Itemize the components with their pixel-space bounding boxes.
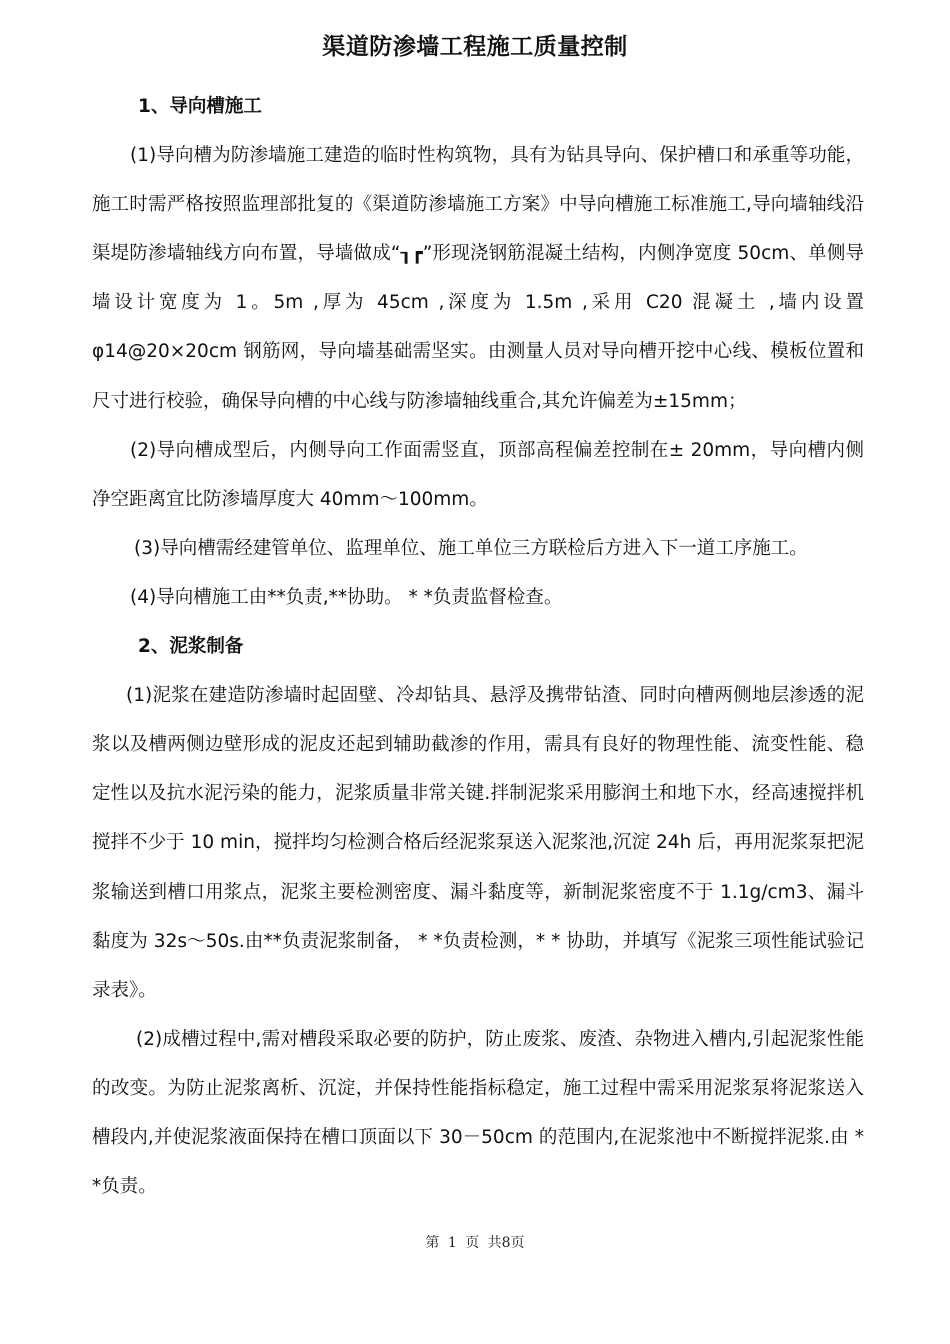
section-heading-guide-trench: 1、导向槽施工	[138, 96, 262, 117]
paragraph-slurry-2: (2)成槽过程中,需对槽段采取必要的防护，防止废浆、废渣、杂物进入槽内,引起泥浆性能的改变。为防止泥浆离析、沉淀，并保持性能指标稳定，施工过程中需采用泥浆泵将泥浆送入槽段内,并使泥浆液面保持在槽口顶面以下 30－50cm 的范围内,在泥浆池中不断搅拌泥浆.由 * *负责。	[92, 1028, 864, 1198]
paragraph-slurry-1: (1)泥浆在建造防渗墙时起固壁、冷却钻具、悬浮及携带钻渣、同时向槽两侧地层渗透的泥浆以及槽两侧边壁形成的泥皮还起到辅助截渗的作用，需具有良好的物理性能、流变性能、稳定性以及抗水泥污染的能力，泥浆质量非常关键.拌制泥浆采用膨润土和地下水，经高速搅拌机搅拌不少于 10 min，搅拌均匀检测合格后经泥浆泵送入泥浆池,沉淀 24h 后，再用泥浆泵把泥浆输送到槽口用浆点，泥浆主要检测密度、漏斗黏度等，新制泥浆密度不于 1.1g/cm3、漏斗黏度为 32s～50s.由**负责泥浆制备， * *负责检测，* * 协助，并填写《泥浆三项性能试验记录表》。	[92, 685, 864, 1001]
document-title: 渠道防渗墙工程施工质量控制	[322, 34, 628, 60]
paragraph-guide-trench-1: (1)导向槽为防渗墙施工建造的临时性构筑物，具有为钻具导向、保护槽口和承重等功能，施工时需严格按照监理部批复的《渠道防渗墙施工方案》中导向槽施工标准施工,导向墙轴线沿渠堤防渗墙轴线方向布置，导墙做成“┒┏”形现浇钢筋混凝土结构，内侧净宽度 50cm、单侧导墙设计宽度为 1。5m ,厚为 45cm ,深度为 1.5m ,采用 C20 混凝土 ,墙内设置φ14@20×20cm 钢筋网，导向墙基础需坚实。由测量人员对导向槽开挖中心线、模板位置和尺寸进行校验，确保导向槽的中心线与防渗墙轴线重合,其允许偏差为±15mm；	[92, 145, 864, 412]
paragraph-guide-trench-4: (4)导向槽施工由**负责,**协助。 * *负责监督检查。	[130, 586, 563, 608]
page-footer: 第 1 页 共8页	[425, 1235, 525, 1251]
section-heading-slurry-preparation: 2、泥浆制备	[138, 636, 244, 658]
paragraph-guide-trench-3: (3)导向槽需经建管单位、监理单位、施工单位三方联检后方进入下一道工序施工。	[134, 537, 808, 559]
paragraph-guide-trench-2: (2)导向槽成型后，内侧导向工作面需竖直，顶部高程偏差控制在± 20mm，导向槽内侧净空距离宜比防渗墙厚度大 40mm～100mm。	[92, 439, 864, 510]
document-body	[92, 82, 864, 1211]
